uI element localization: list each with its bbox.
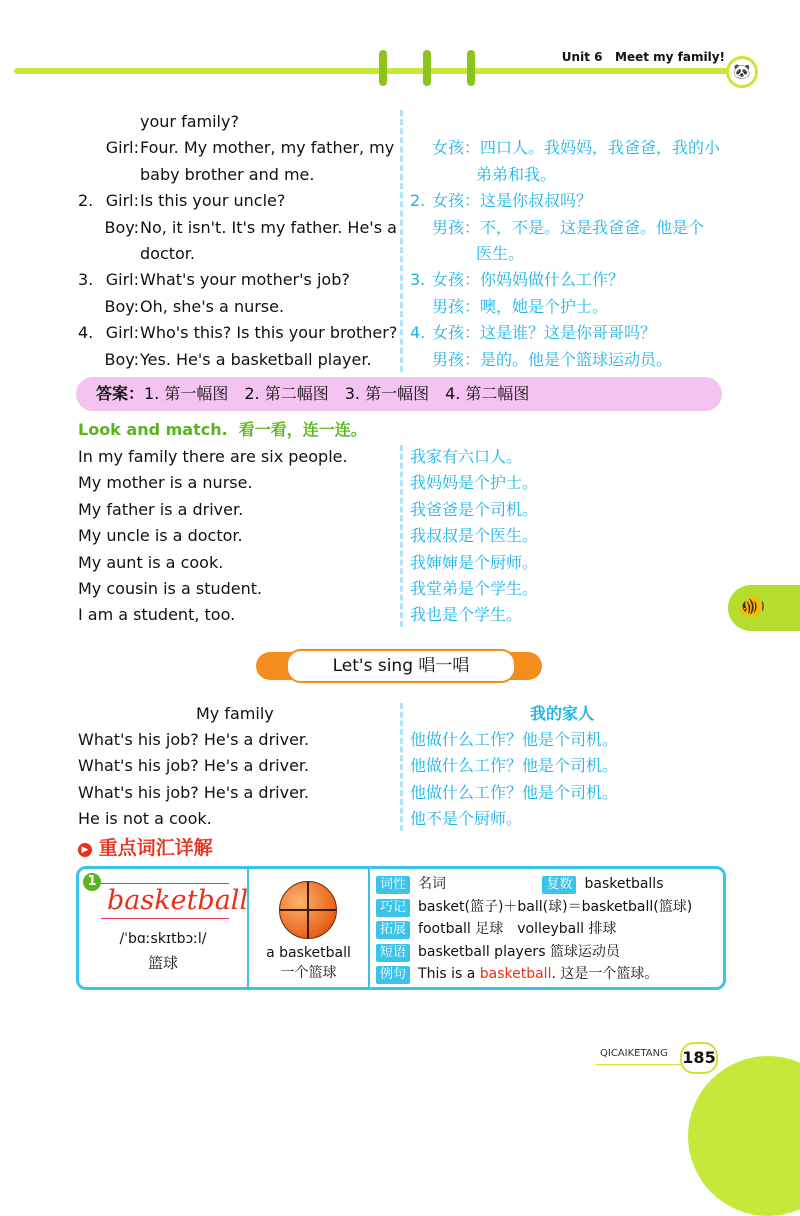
dialog-speaker: Girl: xyxy=(105,323,139,343)
song-title-en: My family xyxy=(196,704,274,723)
vocab-number: 1 xyxy=(83,873,101,891)
vocab-title: 重点词汇详解 xyxy=(98,837,213,859)
vocab-heading xyxy=(78,835,213,861)
answer-content: 1. 第一幅图 2. 第二幅图 3. 第一幅图 4. 第二幅图 xyxy=(144,384,530,403)
dialog-line-en: your family? xyxy=(140,112,239,131)
phrase-row xyxy=(376,941,692,964)
dialog-line-cn: 女孩：这是你叔叔吗？ xyxy=(432,191,593,211)
divider-song xyxy=(400,703,403,831)
dialog-line-cn: 男孩：噢，她是个护士。 xyxy=(432,296,609,316)
footer-brand: QICAIKETANG xyxy=(600,1048,668,1059)
plural-tag: 复数 xyxy=(542,876,576,894)
dialog-speaker: Boy: xyxy=(104,349,139,369)
example-word: basketball xyxy=(479,966,552,982)
dialog-num-cn: 4. xyxy=(410,323,426,343)
song-line-cn: 他做什么工作？他是个司机。 xyxy=(410,756,619,776)
match-row-cn: 我爸爸是个司机。 xyxy=(410,499,539,519)
image-caption-cn: 一个篮球 xyxy=(280,965,337,981)
match-row-cn: 我堂弟是个学生。 xyxy=(410,579,539,598)
dialog-speaker: Girl: xyxy=(105,138,139,158)
match-row-en: My cousin is a student. xyxy=(78,579,263,598)
plural-value: basketballs xyxy=(584,876,664,892)
example-tag: 例句 xyxy=(376,966,410,984)
memo-row xyxy=(376,896,692,919)
match-row-cn: 我也是个学生。 xyxy=(410,605,523,625)
dialog-line-cn: 女孩：四口人。我妈妈，我爸爸，我的小 xyxy=(432,138,721,158)
match-row-en: My aunt is a cook. xyxy=(78,552,224,572)
divider-dialog xyxy=(400,110,403,372)
song-line-cn: 他做什么工作？他是个司机。 xyxy=(410,730,619,749)
song-line-en: What's his job? He's a driver. xyxy=(78,756,310,776)
play-icon: ▶ xyxy=(78,843,92,857)
song-line-en: What's his job? He's a driver. xyxy=(78,782,310,802)
ext-row xyxy=(376,918,692,941)
match-row-en: I am a student, too. xyxy=(78,605,236,625)
vocab-phonetic: /ˈbɑːskɪtbɔːl/ xyxy=(119,931,207,947)
song-line-cn: 他不是个厨师。 xyxy=(410,809,523,829)
dialog-num-cn: 3. xyxy=(410,270,426,290)
memo-value: basket(篮子)＋ball(球)＝basketball(篮球) xyxy=(418,898,693,915)
dialog-line-cn: 男孩：是的。他是个篮球运动员。 xyxy=(432,349,673,369)
image-caption-en: a basketball xyxy=(266,945,351,961)
answer-text xyxy=(96,381,529,407)
panda-icon: 🐼 xyxy=(726,56,758,88)
dialog-line-en: doctor. xyxy=(140,244,195,263)
dialog-line-en: Oh, she's a nurse. xyxy=(140,296,285,316)
dialog-line-cn: 女孩：这是谁？这是你哥哥吗？ xyxy=(432,323,657,343)
binder-rings xyxy=(375,50,485,90)
dialog-line-cn: 女孩：你妈妈做什么工作？ xyxy=(432,270,625,290)
header-bar xyxy=(14,68,734,74)
vocab-box xyxy=(76,866,726,990)
phrase-tag: 短语 xyxy=(376,944,410,962)
match-row-cn: 我叔叔是个医生。 xyxy=(410,526,539,546)
match-row-en: My father is a driver. xyxy=(78,499,244,519)
dialog-line-en: baby brother and me. xyxy=(140,164,315,184)
ext-tag: 拓展 xyxy=(376,921,410,939)
match-row-en: My uncle is a doctor. xyxy=(78,526,243,546)
ext-value: football 足球 volleyball 排球 xyxy=(418,921,617,937)
dialog-line-en: Is this your uncle? xyxy=(140,191,286,211)
song-title-cn: 我的家人 xyxy=(530,704,595,723)
dialog-num-cn: 2. xyxy=(410,191,426,211)
match-row-cn: 我家有六口人。 xyxy=(410,447,523,466)
dialog-num: 2. xyxy=(78,191,94,211)
footer-line xyxy=(596,1064,686,1065)
pos-value: 名词 xyxy=(418,876,447,892)
example-post: . 这是一个篮球。 xyxy=(551,966,659,982)
match-row-en: My mother is a nurse. xyxy=(78,473,253,493)
dialog-num: 3. xyxy=(78,270,94,290)
phrase-value: basketball players 篮球运动员 xyxy=(418,943,620,960)
dialog-line-en: Four. My mother, my father, my xyxy=(140,138,395,158)
divider-match xyxy=(400,445,403,627)
memo-tag: 巧记 xyxy=(376,899,410,917)
answer-label: 答案： xyxy=(96,384,145,403)
match-title-en: Look and match. xyxy=(78,420,228,439)
song-line-en: He is not a cook. xyxy=(78,809,212,829)
page-number: 185 xyxy=(680,1042,718,1074)
example-row xyxy=(376,963,692,986)
dialog-line-en: Who's this? Is this your brother? xyxy=(140,323,398,343)
dialog-line-en: No, it isn't. It's my father. He's a xyxy=(140,217,397,237)
sing-banner xyxy=(286,649,516,683)
vocab-meaning: 篮球 xyxy=(147,954,178,972)
song-line-cn: 他做什么工作？他是个司机。 xyxy=(410,782,619,802)
dialog-line-cn: 男孩：不，不是。这是我爸爸。他是个 xyxy=(432,217,705,237)
basketball-icon xyxy=(279,881,337,939)
dialog-line-en: Yes. He's a basketball player. xyxy=(140,349,372,369)
vocab-word: basketball xyxy=(107,885,249,916)
vocab-divider-2 xyxy=(368,869,370,987)
dialog-line-cn: 弟弟和我。 xyxy=(476,164,557,184)
dialog-speaker: Boy: xyxy=(104,217,139,237)
dialog-num: 4. xyxy=(78,323,94,343)
fish-icon: 🐠 xyxy=(738,595,766,620)
pos-tag: 词性 xyxy=(376,876,410,894)
example-pre: This is a xyxy=(418,966,480,982)
dialog-speaker: Girl: xyxy=(105,191,139,211)
song-line-en: What's his job? He's a driver. xyxy=(78,730,310,749)
dialog-line-en: What's your mother's job? xyxy=(140,270,350,290)
unit-title: Meet my family! xyxy=(615,50,725,64)
dialog-speaker: Boy: xyxy=(104,296,139,316)
dialog-speaker: Girl: xyxy=(105,270,139,290)
match-heading xyxy=(78,417,367,443)
match-row-cn: 我妈妈是个护士。 xyxy=(410,473,539,493)
unit-number: Unit 6 xyxy=(561,50,603,64)
pos-row xyxy=(376,873,692,896)
vocab-details xyxy=(376,873,692,986)
match-row-cn: 我婶婶是个厨师。 xyxy=(410,552,539,572)
match-title-cn: 看一看，连一连。 xyxy=(238,420,367,439)
unit-header xyxy=(562,50,725,64)
dialog-line-cn: 医生。 xyxy=(476,244,525,263)
sing-banner-text: Let's sing 唱一唱 xyxy=(332,656,470,676)
footer-circle xyxy=(688,1056,800,1216)
match-row-en: In my family there are six people. xyxy=(78,447,348,466)
